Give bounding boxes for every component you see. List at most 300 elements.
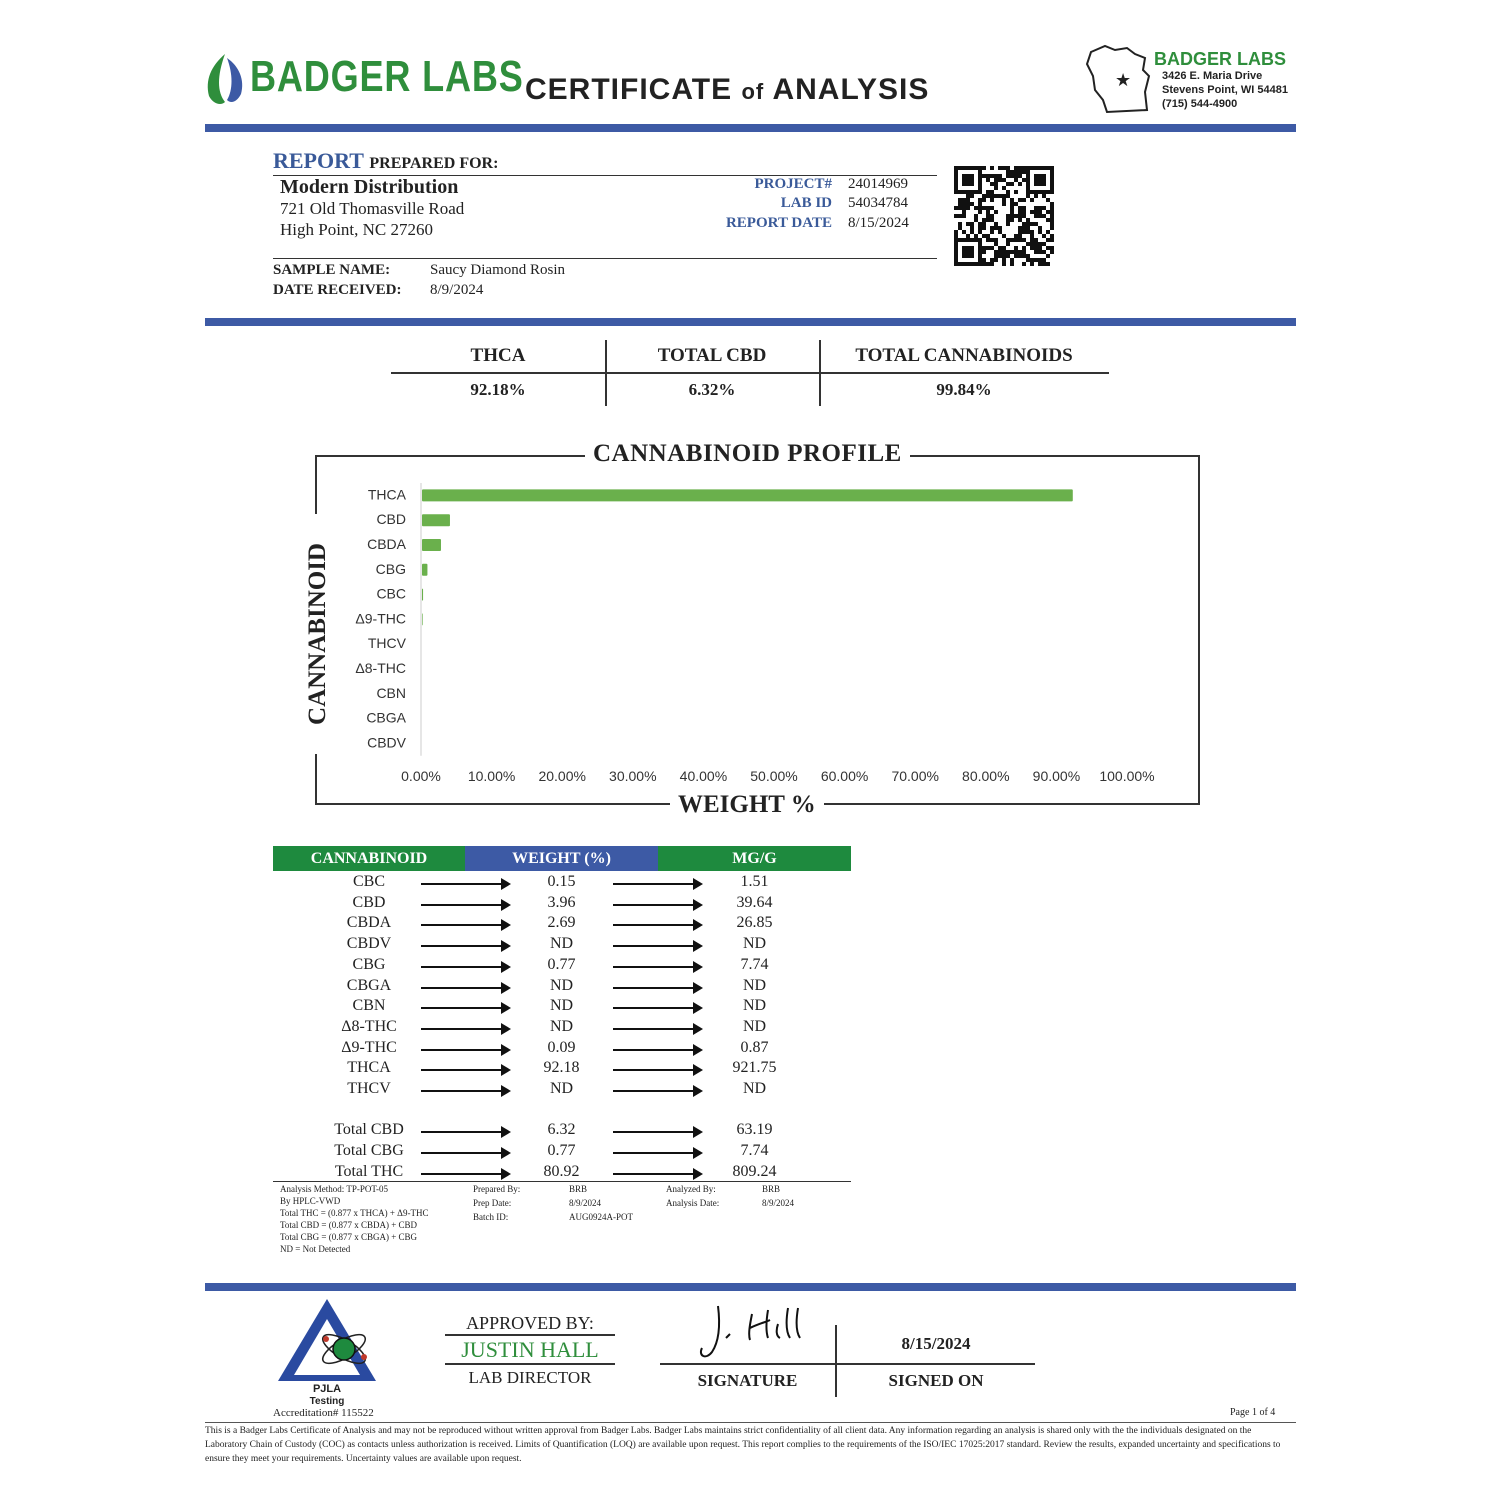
chart-bar xyxy=(422,539,441,551)
qr-module xyxy=(1050,246,1054,250)
qr-module xyxy=(1010,250,1014,254)
summary-value-thca: 92.18% xyxy=(470,380,526,399)
qr-module xyxy=(1018,230,1022,234)
qr-module xyxy=(1014,178,1018,182)
pjla-accreditation-logo-icon xyxy=(276,1297,378,1383)
qr-module xyxy=(1042,182,1046,186)
qr-module xyxy=(958,226,962,230)
cell-weight: 6.32 xyxy=(547,1121,576,1139)
cell-mg-g: 39.64 xyxy=(736,893,773,911)
report-date: 8/15/2024 xyxy=(848,215,909,231)
qr-module xyxy=(966,250,970,254)
brand-name: BADGER LABS xyxy=(250,52,524,101)
method-note-line: ND = Not Detected xyxy=(280,1244,351,1254)
section-divider xyxy=(205,318,1296,326)
qr-module xyxy=(1026,178,1030,182)
lab-phone: (715) 544-4900 xyxy=(1162,98,1238,110)
qr-module xyxy=(1034,214,1038,218)
qr-module xyxy=(1034,246,1038,250)
cell-cannabinoid: Total THC xyxy=(334,1162,404,1180)
qr-module xyxy=(1018,174,1022,178)
qr-module xyxy=(990,182,994,186)
qr-module xyxy=(1034,210,1038,214)
qr-module xyxy=(962,246,966,250)
table-total-row xyxy=(273,1163,851,1183)
qr-module xyxy=(1050,166,1054,170)
cell-cannabinoid: THCA xyxy=(347,1059,391,1077)
chart-category-label: THCV xyxy=(367,635,406,652)
qr-module xyxy=(1050,186,1054,190)
arrow-icon xyxy=(613,883,701,885)
cell-mg-g: 7.74 xyxy=(740,1142,769,1160)
qr-module xyxy=(1006,182,1010,186)
qr-module xyxy=(954,246,958,250)
qr-module xyxy=(954,230,958,234)
cell-cannabinoid: CBDA xyxy=(346,914,392,932)
qr-module xyxy=(1026,190,1030,194)
qr-module xyxy=(1050,222,1054,226)
qr-module xyxy=(1018,254,1022,258)
qr-module xyxy=(1042,214,1046,218)
qr-module xyxy=(1006,194,1010,198)
qr-module xyxy=(954,186,958,190)
qr-module xyxy=(1050,214,1054,218)
qr-module xyxy=(1022,230,1026,234)
qr-module xyxy=(1046,210,1050,214)
qr-module xyxy=(1006,166,1010,170)
qr-module xyxy=(1038,166,1042,170)
qr-module xyxy=(982,198,986,202)
pjla-name: PJLA xyxy=(312,1383,342,1395)
prep-date: 8/9/2024 xyxy=(569,1198,602,1208)
qr-module xyxy=(962,230,966,234)
qr-module xyxy=(978,190,982,194)
cell-weight: ND xyxy=(549,976,574,994)
qr-module xyxy=(1038,190,1042,194)
qr-module xyxy=(1010,174,1014,178)
qr-module xyxy=(1014,238,1018,242)
chart-x-tick-label: 0.00% xyxy=(401,768,441,784)
qr-module xyxy=(1042,166,1046,170)
arrow-icon xyxy=(613,1069,701,1071)
qr-module xyxy=(962,254,966,258)
chart-category-label: Δ9-THC xyxy=(355,610,406,627)
cell-cannabinoid: CBD xyxy=(352,893,386,911)
qr-module xyxy=(974,218,978,222)
qr-module xyxy=(1018,218,1022,222)
qr-module xyxy=(1034,182,1038,186)
qr-module xyxy=(1038,262,1042,266)
method-note-line: Total CBG = (0.877 x CBGA) + CBG xyxy=(280,1232,418,1242)
cell-mg-g: ND xyxy=(742,997,767,1015)
chart-x-tick-label: 10.00% xyxy=(467,768,516,784)
qr-module xyxy=(982,258,986,262)
qr-module xyxy=(1042,242,1046,246)
summary-value-total-cannabinoids: 99.84% xyxy=(936,380,992,399)
arrow-icon xyxy=(421,924,509,926)
qr-module xyxy=(990,258,994,262)
qr-module xyxy=(1010,182,1014,186)
qr-module xyxy=(1026,226,1030,230)
table-row xyxy=(273,1059,851,1079)
qr-module xyxy=(1002,246,1006,250)
qr-module xyxy=(1002,254,1006,258)
cell-mg-g: ND xyxy=(742,1080,767,1097)
cell-weight: 0.77 xyxy=(547,1142,576,1160)
arrow-icon xyxy=(613,1007,701,1009)
report-rule-2 xyxy=(273,258,937,259)
qr-module xyxy=(958,206,962,210)
prepared-by: BRB xyxy=(569,1184,588,1194)
chart-x-tick-label: 80.00% xyxy=(962,768,1010,784)
qr-module xyxy=(986,262,990,266)
cell-mg-g: 809.24 xyxy=(732,1162,777,1180)
chart-y-axis-label: CANNABINOID xyxy=(304,514,332,754)
table-row xyxy=(273,1080,851,1100)
qr-module xyxy=(1006,238,1010,242)
qr-module xyxy=(986,218,990,222)
header-divider xyxy=(205,124,1296,132)
qr-module xyxy=(954,170,958,174)
qr-module xyxy=(990,194,994,198)
chart-x-tick-label: 40.00% xyxy=(679,768,728,784)
qr-module xyxy=(1002,262,1006,266)
qr-module xyxy=(982,194,986,198)
qr-module xyxy=(1034,206,1038,210)
qr-module xyxy=(1034,178,1038,182)
qr-module xyxy=(1006,174,1010,178)
qr-module xyxy=(978,174,982,178)
qr-module xyxy=(982,166,986,170)
chart-category-label: CBG xyxy=(375,560,406,577)
chart-x-tick-label: 90.00% xyxy=(1032,768,1081,784)
summary-value-total-cbd: 6.32% xyxy=(688,380,736,399)
approved-by-label: APPROVED BY: xyxy=(445,1313,615,1336)
qr-module xyxy=(978,250,982,254)
table-total-row xyxy=(273,1121,851,1141)
qr-module xyxy=(1042,190,1046,194)
lab-id: 54034784 xyxy=(848,195,908,211)
qr-module xyxy=(1026,166,1030,170)
arrow-icon xyxy=(421,1152,509,1154)
table-row xyxy=(273,956,851,976)
qr-module xyxy=(962,190,966,194)
qr-module xyxy=(1026,258,1030,262)
cell-cannabinoid: Δ8-THC xyxy=(341,1017,397,1035)
summary-label-total-cannabinoids: TOTAL CANNABINOIDS xyxy=(855,345,1073,366)
qr-module xyxy=(1038,250,1042,254)
qr-code-icon xyxy=(954,166,1054,266)
qr-module xyxy=(1010,198,1014,202)
qr-module xyxy=(990,198,994,202)
qr-module xyxy=(954,258,958,262)
qr-module xyxy=(978,166,982,170)
arrow-icon xyxy=(613,966,701,968)
qr-module xyxy=(1010,210,1014,214)
qr-module xyxy=(958,262,962,266)
qr-module xyxy=(978,242,982,246)
approver-title: LAB DIRECTOR xyxy=(468,1368,592,1387)
arrow-icon xyxy=(613,1152,701,1154)
qr-module xyxy=(982,250,986,254)
qr-module xyxy=(978,254,982,258)
qr-module xyxy=(962,214,966,218)
cell-weight: 0.15 xyxy=(547,873,576,890)
qr-module xyxy=(970,174,974,178)
arrow-icon xyxy=(613,904,701,906)
qr-module xyxy=(1010,218,1014,222)
qr-module xyxy=(1034,242,1038,246)
qr-module xyxy=(1046,230,1050,234)
qr-module xyxy=(1042,250,1046,254)
cell-mg-g: 26.85 xyxy=(736,914,773,932)
qr-module xyxy=(1022,166,1026,170)
table-row xyxy=(273,997,851,1017)
cell-weight: 80.92 xyxy=(543,1162,580,1180)
qr-module xyxy=(962,202,966,206)
qr-module xyxy=(986,246,990,250)
date-received: 8/9/2024 xyxy=(430,282,484,298)
qr-module xyxy=(986,178,990,182)
analyzed-by: BRB xyxy=(762,1184,781,1194)
chart-category-label: THCA xyxy=(367,486,406,503)
sample-name: Saucy Diamond Rosin xyxy=(430,262,565,278)
qr-module xyxy=(1038,226,1042,230)
chart-x-tick-label: 100.00% xyxy=(1099,768,1155,784)
qr-module xyxy=(974,238,978,242)
qr-module xyxy=(1006,254,1010,258)
qr-module xyxy=(970,194,974,198)
qr-module xyxy=(1022,262,1026,266)
table-row xyxy=(273,914,851,934)
arrow-icon xyxy=(613,1090,701,1092)
qr-module xyxy=(962,166,966,170)
analyzed-by-label: Analyzed By: xyxy=(666,1184,716,1194)
qr-module xyxy=(1022,222,1026,226)
qr-module xyxy=(1014,190,1018,194)
chart-category-label: CBC xyxy=(376,585,406,602)
qr-module xyxy=(1018,198,1022,202)
chart-category-label: CBDV xyxy=(367,734,406,751)
qr-module xyxy=(994,222,998,226)
qr-module xyxy=(1030,198,1034,202)
chart-x-axis-label: WEIGHT % xyxy=(670,791,824,819)
qr-module xyxy=(966,206,970,210)
qr-module xyxy=(1014,170,1018,174)
arrow-icon xyxy=(421,987,509,989)
qr-module xyxy=(986,234,990,238)
qr-module xyxy=(1050,170,1054,174)
qr-module xyxy=(994,238,998,242)
qr-module xyxy=(966,174,970,178)
qr-module xyxy=(954,238,958,242)
footer-rule xyxy=(205,1422,1296,1423)
lab-id-label: LAB ID xyxy=(780,195,832,211)
qr-module xyxy=(966,166,970,170)
qr-module xyxy=(990,226,994,230)
wisconsin-map-icon xyxy=(1085,40,1157,116)
qr-module xyxy=(1002,178,1006,182)
table-row xyxy=(273,1039,851,1059)
cell-mg-g: 0.87 xyxy=(740,1038,769,1056)
qr-module xyxy=(1038,214,1042,218)
qr-module xyxy=(986,238,990,242)
cell-cannabinoid: CBDV xyxy=(346,935,392,953)
qr-module xyxy=(990,206,994,210)
chart-x-tick-label: 50.00% xyxy=(750,768,798,784)
method-note-line: Total CBD = (0.877 x CBDA) + CBD xyxy=(280,1220,418,1230)
qr-module xyxy=(1038,242,1042,246)
arrow-icon xyxy=(613,1028,701,1030)
signature-icon xyxy=(690,1300,820,1364)
qr-module xyxy=(1006,242,1010,246)
qr-module xyxy=(1034,190,1038,194)
qr-module xyxy=(1046,218,1050,222)
qr-module xyxy=(1014,202,1018,206)
qr-module xyxy=(966,194,970,198)
qr-module xyxy=(1046,238,1050,242)
qr-module xyxy=(1014,166,1018,170)
table-header-cannabinoid: CANNABINOID xyxy=(273,846,465,871)
cell-weight: 3.96 xyxy=(547,893,576,911)
qr-module xyxy=(1034,250,1038,254)
qr-module xyxy=(994,186,998,190)
qr-module xyxy=(994,178,998,182)
arrow-icon xyxy=(421,1007,509,1009)
qr-module xyxy=(998,226,1002,230)
qr-module xyxy=(966,182,970,186)
qr-module xyxy=(1034,258,1038,262)
qr-module xyxy=(1010,202,1014,206)
qr-module xyxy=(1050,250,1054,254)
qr-module xyxy=(1026,170,1030,174)
qr-module xyxy=(962,206,966,210)
qr-module xyxy=(1018,166,1022,170)
qr-module xyxy=(1006,250,1010,254)
report-prepared-heading: REPORT PREPARED FOR: xyxy=(273,148,499,173)
project-number: 24014969 xyxy=(848,176,908,192)
qr-module xyxy=(978,206,982,210)
qr-module xyxy=(982,262,986,266)
qr-module xyxy=(1050,174,1054,178)
chart-bar xyxy=(422,564,427,576)
qr-module xyxy=(1026,222,1030,226)
qr-module xyxy=(1034,166,1038,170)
qr-module xyxy=(998,174,1002,178)
qr-module xyxy=(958,222,962,226)
qr-module xyxy=(1042,262,1046,266)
qr-module xyxy=(962,174,966,178)
qr-module xyxy=(970,238,974,242)
qr-module xyxy=(1002,194,1006,198)
qr-module xyxy=(1030,222,1034,226)
analysis-method-notes xyxy=(280,1183,428,1255)
qr-module xyxy=(966,254,970,258)
qr-module xyxy=(978,202,982,206)
qr-module xyxy=(994,250,998,254)
qr-module xyxy=(986,194,990,198)
qr-module xyxy=(954,242,958,246)
qr-module xyxy=(1038,246,1042,250)
lab-address-city: Stevens Point, WI 54481 xyxy=(1162,84,1288,96)
analysis-date: 8/9/2024 xyxy=(762,1198,795,1208)
qr-module xyxy=(1018,226,1022,230)
qr-module xyxy=(1050,190,1054,194)
qr-module xyxy=(970,246,974,250)
certificate-title: CERTIFICATE of ANALYSIS xyxy=(525,73,930,106)
qr-module xyxy=(994,226,998,230)
chart-bar xyxy=(422,589,423,601)
qr-module xyxy=(1042,234,1046,238)
qr-module xyxy=(1030,230,1034,234)
cell-weight: 2.69 xyxy=(547,914,576,932)
qr-module xyxy=(1042,174,1046,178)
qr-module xyxy=(1022,214,1026,218)
chart-category-label: CBDA xyxy=(367,536,406,552)
signature-label: SIGNATURE xyxy=(697,1371,798,1390)
arrow-icon xyxy=(421,1173,509,1175)
qr-module xyxy=(1046,262,1050,266)
chart-bar xyxy=(422,613,423,625)
qr-module xyxy=(982,206,986,210)
qr-module xyxy=(978,186,982,190)
qr-module xyxy=(1010,238,1014,242)
qr-module xyxy=(958,202,962,206)
lab-address-name: BADGER LABS xyxy=(1154,49,1287,69)
cell-mg-g: ND xyxy=(742,976,767,994)
chart-bar xyxy=(422,514,450,526)
qr-module xyxy=(1046,254,1050,258)
qr-module xyxy=(978,262,982,266)
qr-module xyxy=(1022,170,1026,174)
qr-module xyxy=(990,166,994,170)
qr-module xyxy=(966,246,970,250)
qr-module xyxy=(1042,206,1046,210)
qr-module xyxy=(954,214,958,218)
qr-module xyxy=(1010,170,1014,174)
qr-module xyxy=(954,178,958,182)
qr-module xyxy=(1030,190,1034,194)
footer-divider xyxy=(205,1283,1296,1291)
qr-module xyxy=(994,174,998,178)
qr-module xyxy=(998,194,1002,198)
qr-module xyxy=(970,250,974,254)
qr-module xyxy=(982,234,986,238)
qr-module xyxy=(974,206,978,210)
qr-module xyxy=(1022,178,1026,182)
qr-module xyxy=(1010,262,1014,266)
prepared-by-label: Prepared By: xyxy=(473,1184,521,1194)
qr-module xyxy=(1006,222,1010,226)
qr-module xyxy=(962,198,966,202)
project-label: PROJECT# xyxy=(754,176,832,192)
qr-module xyxy=(1018,170,1022,174)
arrow-icon xyxy=(421,1069,509,1071)
svg-text:★: ★ xyxy=(1115,70,1132,91)
qr-module xyxy=(986,214,990,218)
cell-cannabinoid: Total CBG xyxy=(334,1142,404,1160)
qr-module xyxy=(954,190,958,194)
qr-module xyxy=(970,226,974,230)
qr-module xyxy=(954,262,958,266)
qr-module xyxy=(998,246,1002,250)
qr-module xyxy=(1014,174,1018,178)
qr-module xyxy=(1030,258,1034,262)
qr-module xyxy=(1014,254,1018,258)
badger-leaf-logo-icon xyxy=(203,52,247,108)
qr-module xyxy=(1022,250,1026,254)
qr-module xyxy=(994,254,998,258)
